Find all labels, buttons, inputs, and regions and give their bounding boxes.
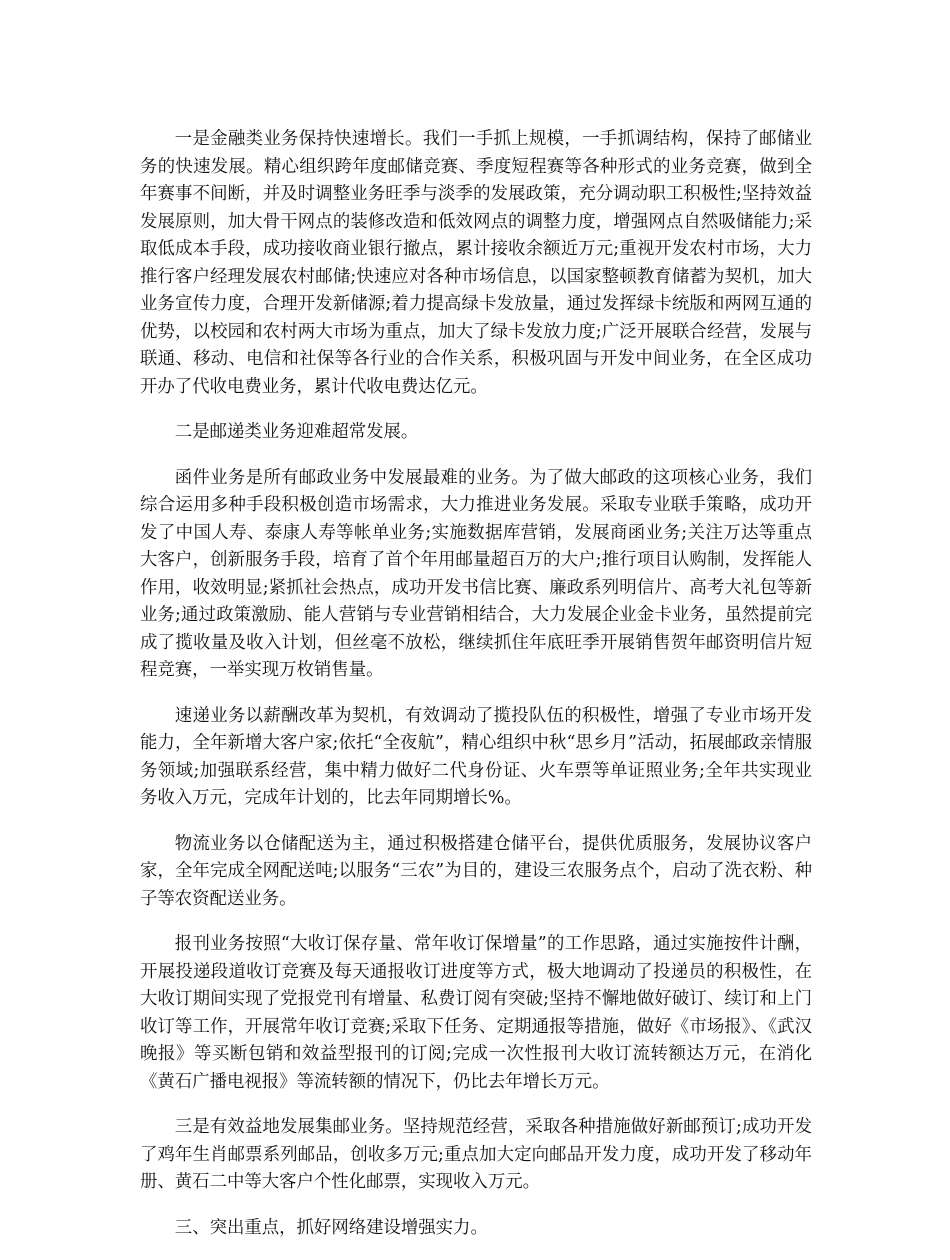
paragraph-logistics-business: 物流业务以仓储配送为主，通过积极搭建仓储平台，提供优质服务，发展协议客户家，全年完成全网配送吨;以服务“三农”为目的，建设三农服务点个，启动了洗衣粉、种子等农资配送业务。 [140,833,812,909]
paragraph-finance-business: 一是金融类业务保持快速增长。我们一手抓上规模，一手抓调结构，保持了邮储业务的快速发展。精心组织跨年度邮储竞赛、季度短程赛等各种形式的业务竞赛，做到全年赛事不间断，并及时调整业务旺季与淡季的发展政策，充分调动职工积极性;坚持效益发展原则，加大骨干网点的装修改造和低效网点的调整力度，增强网点自然吸储能力;采取低成本手段，成功接收商业银行撤点，累计接收余额近万元;重视开发农村市场，大力推行客户经理发展农村邮储;快速应对各种市场信息，以国家整顿教育储蓄为契机，加大业务宣传力度，合理开发新储源;着力提高绿卡发放量，通过发挥绿卡统版和两网互通的优势，以校园和农村两大市场为重点，加大了绿卡发放力度;广泛开展联合经营，发展与联通、移动、电信和社保等各行业的合作关系，积极巩固与开发中间业务，在全区成功开办了代收电费业务，累计代收电费达亿元。 [140,129,812,397]
document-body [140,126,812,1260]
paragraph-letter-business: 函件业务是所有邮政业务中发展最难的业务。为了做大邮政的这项核心业务，我们综合运用多种手段积极创造市场需求，大力推进业务发展。采取专业联手策略，成功开发了中国人寿、泰康人寿等帐单业务;实施数据库营销，发展商函业务;关注万达等重点大客户，创新服务手段，培育了首个年用邮量超百万的大户;推行项目认购制，发挥能人作用，收效明显;紧抓社会热点，成功开发书信比赛、廉政系列明信片、高考大礼包等新业务;通过政策激励、能人营销与专业营销相结合，大力发展企业金卡业务，虽然提前完成了揽收量及收入计划，但丝毫不放松，继续抓住年底旺季开展销售贺年邮资明信片短程竞赛，一举实现万枚销售量。 [140,467,812,680]
paragraph-express-business: 速递业务以薪酬改革为契机，有效调动了揽投队伍的积极性，增强了专业市场开发能力，全年新增大客户家;依托“全夜航”，精心组织中秋“思乡月”活动，拓展邮政亲情服务领域;加强联系经营，集中精力做好二代身份证、火车票等单证照业务;全年共实现业务收入万元，完成年计划的，比去年同期增长%。 [140,705,812,808]
paragraph-philately-business: 三是有效益地发展集邮业务。坚持规范经营，采取各种措施做好新邮预订;成功开发了鸡年生肖邮票系列邮品，创收多万元;重点加大定向邮品开发力度，成功开发了移动年册、黄石二中等大客户个性化邮票，实现收入万元。 [140,1117,812,1192]
paragraph-delivery-heading: 二是邮递类业务迎难超常发展。 [174,422,419,442]
paragraph-network-heading: 三、突出重点，抓好网络建设增强实力。 [174,1217,488,1238]
paragraph-newspaper-business: 报刊业务按照“大收订保存量、常年收订保增量”的工作思路，通过实施按件计酬，开展投递段道收订竞赛及每天通报收订进度等方式，极大地调动了投递员的积极性，在大收订期间实现了党报党刊有增量、私费订阅有突破;坚持不懈地做好破订、续订和上门收订等工作，开展常年收订竞赛;采取下任务、定期通报等措施，做好《市场报》、《武汉晚报》等买断包销和效益型报刊的订阅;完成一次性报刊大收订流转额达万元，在消化《黄石广播电视报》等流转额的情况下，仍比去年增长万元。 [140,934,812,1092]
